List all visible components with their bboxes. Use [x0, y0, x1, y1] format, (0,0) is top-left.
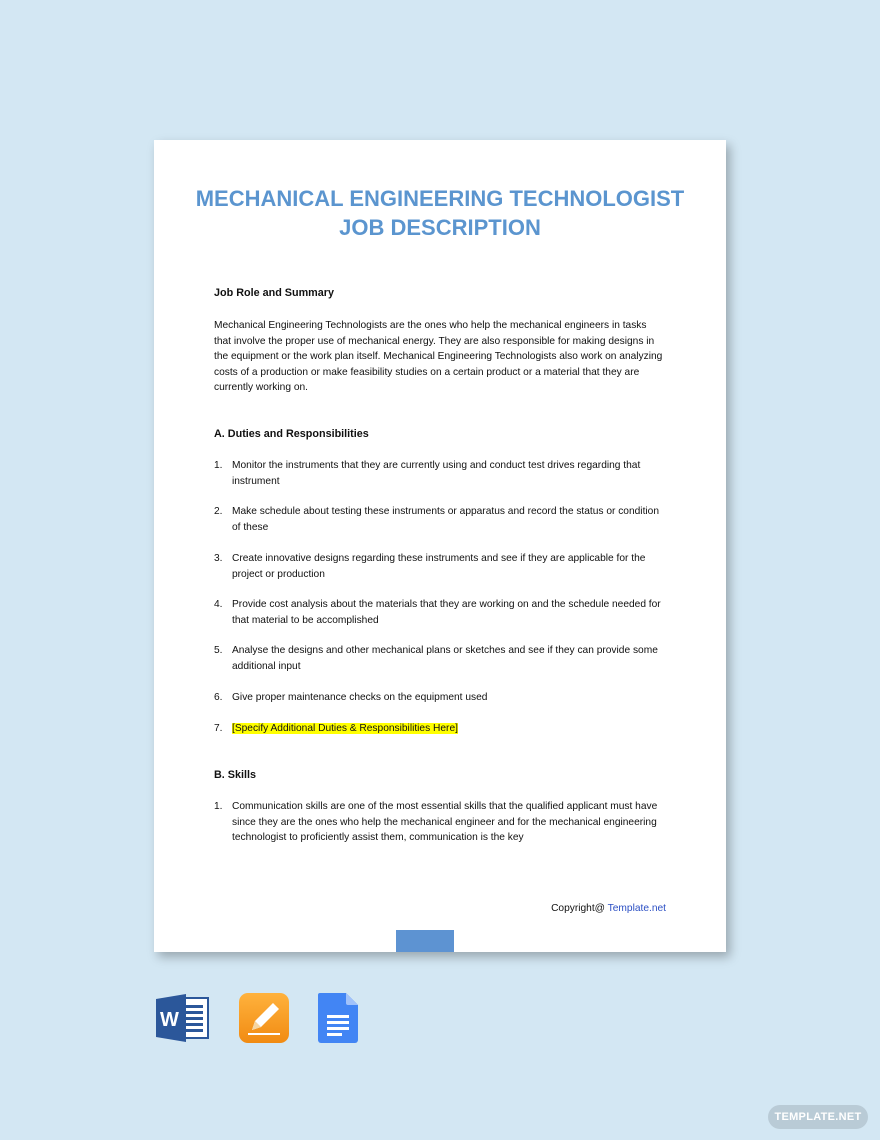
list-number: 5. [214, 645, 223, 656]
apple-pages-icon[interactable] [239, 993, 289, 1043]
list-text: Create innovative designs regarding these instruments and see if they are applicable for the project or production [232, 553, 646, 580]
list-number: 1. [214, 801, 223, 812]
title-line-2: JOB DESCRIPTION [339, 215, 541, 240]
list-text: Monitor the instruments that they are currently using and conduct test drives regarding that instrument [232, 460, 641, 487]
list-number: 7. [214, 723, 223, 734]
document-title [154, 184, 726, 242]
list-text: Make schedule about testing these instruments or apparatus and record the status or condition of these [232, 506, 659, 533]
copyright [551, 903, 666, 914]
list-number: 2. [214, 506, 223, 517]
list-text: Analyse the designs and other mechanical plans or sketches and see if they can provide some additional input [232, 645, 658, 672]
role-summary: Mechanical Engineering Technologists are the ones who help the mechanical engineers in tasks that involve the proper use of mechanical energy. They are also responsible for making designs in the equipment or the work plan itself. Mechanical Engineering Technologists also work on analyzing costs of a production or make feasibility studies on a certain product or a material that they are currently working on. [214, 320, 663, 393]
list-number: 4. [214, 599, 223, 610]
list-text: Communication skills are one of the most essential skills that the qualified applicant must have since they are the ones who help the mechanical engineer and for the mechanical engineering technologist to proficiently assist them, communication is the key [232, 801, 658, 843]
title-line-1: MECHANICAL ENGINEERING TECHNOLOGIST [195, 186, 685, 211]
skills-heading: B. Skills [214, 769, 257, 781]
copyright-link[interactable]: Template.net [607, 903, 666, 914]
list-number: 6. [214, 692, 223, 703]
svg-text:W: W [160, 1009, 179, 1031]
role-heading: Job Role and Summary [214, 287, 334, 299]
template-net-watermark: TEMPLATE.NET [768, 1105, 868, 1129]
microsoft-word-icon[interactable] [156, 994, 210, 1042]
placeholder-highlight[interactable]: [Specify Additional Duties & Responsibilities Here] [232, 723, 458, 734]
google-docs-icon[interactable] [318, 993, 358, 1043]
document-page [154, 140, 726, 952]
list-text: Provide cost analysis about the materials that they are working on and the schedule needed for that material to be accomplished [232, 599, 661, 626]
list-text: Give proper maintenance checks on the equipment used [232, 692, 488, 703]
copyright-label: Copyright@ [551, 903, 606, 914]
page-tab [396, 930, 454, 952]
list-number: 1. [214, 460, 223, 471]
list-number: 3. [214, 553, 223, 564]
duties-heading: A. Duties and Responsibilities [214, 428, 369, 440]
